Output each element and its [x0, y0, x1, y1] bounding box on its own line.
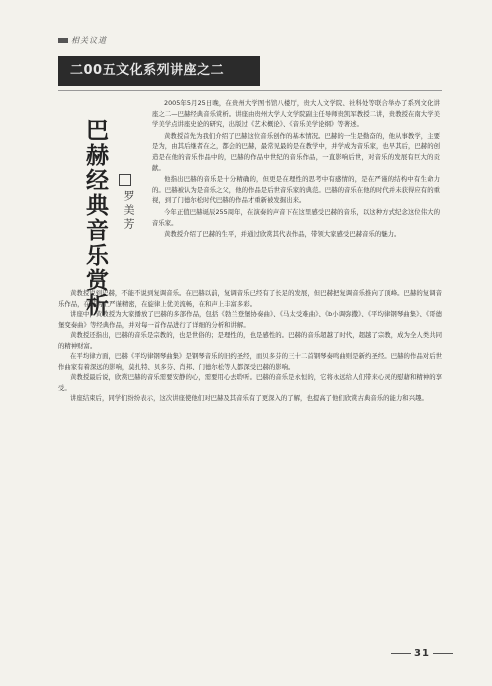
full-width-body: [58, 288, 442, 404]
body-paragraph: 讲座结束后，同学们纷纷表示，这次讲座使他们对巴赫及其音乐有了更深入的了解，也提高了他们欣赏古典音乐的能力和兴趣。: [70, 394, 428, 402]
section-tag: 相关议道: [58, 35, 107, 46]
body-paragraph: 黄教授首先为我们介绍了巴赫这位音乐创作的基本情况。巴赫的一生是勤奋的，他从事教学，主要是为，由其后继者在之，都会的巴赫，最常见最的是在教学中，并学成为音乐家，也早其后，巴赫的创造是在他的音乐作品中的，巴赫的作品中世纪的音乐作品，一直影响后世，对音乐的发展有巨大的贡献。: [152, 131, 440, 172]
header-rule: [58, 90, 442, 91]
body-paragraph: 黄教授还指出，巴赫的音乐是宗教的，也是世俗的；是理性的，也是感性的。巴赫的音乐超越了时代，超越了宗教，成为全人类共同的精神财富。: [58, 331, 442, 350]
section-bar-icon: [58, 38, 68, 43]
body-paragraph: 讲座中，黄教授为大家播放了巴赫的多部作品，包括《勃兰登堡协奏曲》、《马太受难曲》、《b小调弥撒》、《平均律钢琴曲集》、《哥德堡变奏曲》等经典作品，并对每一首作品进行了详细的分析和讲解。: [58, 310, 442, 329]
series-banner: 二00五文化系列讲座之二: [58, 56, 260, 86]
intro-paragraph: 2005年5月25日晚，在贵州大学图书馆八楼厅，贵大人文学院、社科处等联合举办了系列文化讲座之二—巴赫经典音乐赏析。讲座由贵州大学人文学院副主任导师贵凯军教授二讲，贵教授在南大学美学美学点讲座史论的研究，出版过《艺术概论》、《音乐美学论纲》等著述。: [152, 99, 440, 129]
article-title: 巴赫经典音乐赏析: [82, 118, 109, 318]
right-column: [152, 98, 440, 241]
page-number: 31: [388, 648, 456, 659]
folio-rule: [391, 653, 411, 654]
body-paragraph: 黄教授最后说，欣赏巴赫的音乐需要安静的心，需要用心去聆听。巴赫的音乐是永恒的，它将永远给人们带来心灵的慰藉和精神的享受。: [58, 373, 442, 392]
author-name: 罗美芳: [122, 190, 135, 232]
body-paragraph: 在平均律方面，巴赫《平均律钢琴曲集》是钢琴音乐的旧约圣经，而贝多芬的三十二首钢琴奏鸣曲则是新约圣经。巴赫的作品对后世作曲家有着深远的影响，莫扎特、贝多芬、肖邦、门德尔松等人都深受巴赫的影响。: [58, 352, 442, 371]
body-paragraph: 他指出巴赫的音乐是十分精确的，但更是在理性的思考中有感情的，是在严谨的结构中有生命力的。巴赫被认为是音乐之父，他的作品是后世音乐家的典范。巴赫的音乐在他的时代并未获得应有的重视，到了门德尔松时代巴赫的作品才重新被发掘出来。: [152, 175, 440, 205]
body-paragraph: 今年正值巴赫诞辰255周年，在演奏的声音下在这里感受巴赫的音乐，以这种方式纪念这位伟大的音乐家。: [152, 207, 440, 227]
body-paragraph: 黄教授介绍了巴赫的生平，并通过欣赏其代表作品，带领大家感受巴赫音乐的魅力。: [164, 230, 401, 239]
author-marker-icon: [119, 174, 131, 186]
body-paragraph: 黄教授说到巴赫，不能不说到复调音乐。在巴赫以前，复调音乐已经有了长足的发展，但巴赫把复调音乐推向了顶峰。巴赫的复调音乐作品，在结构上严谨精密，在旋律上优美流畅，在和声上丰富多彩。: [58, 289, 442, 308]
folio-rule: [433, 653, 453, 654]
